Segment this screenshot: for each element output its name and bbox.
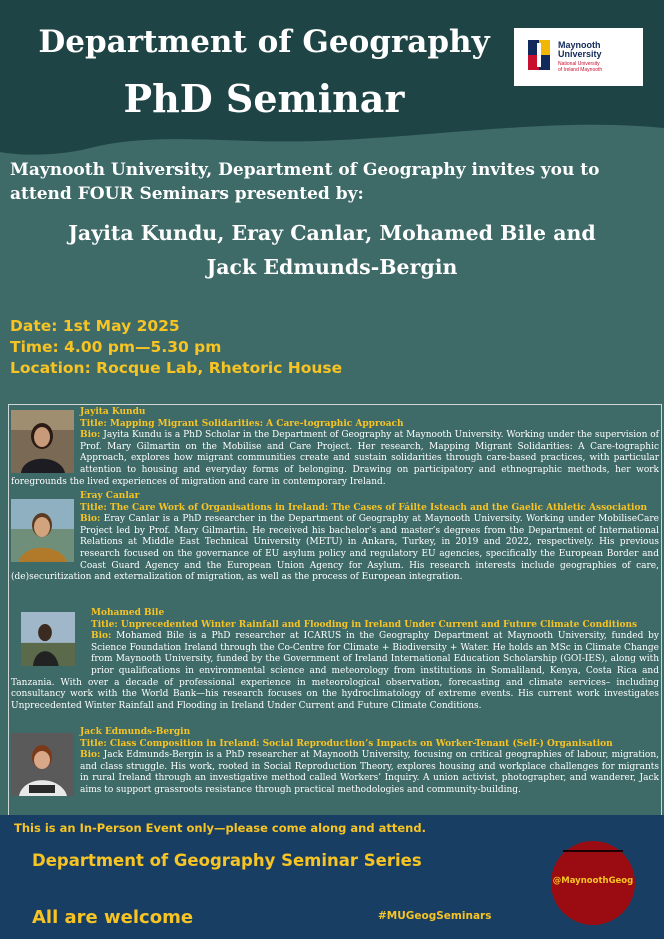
speaker-bio: Bio: Jayita Kundu is a PhD Scholar in the Department of Geography at Maynooth University. Working under the supervision of Prof. Mary Gilmartin on the Mobilise and Care Project. Her research, Mapping Migrant Solidarities: A Care-tographic Approach, explores how migrant communities create and sustain solidarities through care-based practices, with particular attention to housing and everyday forms of belonging. Drawing on participatory and ethnographic methods, her work foregrounds the lived experiences of migration and care in contemporary Ireland. — [11, 430, 659, 487]
event-time: Time: 4.00 pm—5.30 pm — [10, 338, 222, 356]
maynooth-logo — [514, 28, 643, 86]
speaker-photo — [11, 499, 74, 562]
poster-title: Department of Geography — [38, 24, 490, 60]
speaker-name: Eray Canlar — [80, 491, 140, 501]
speaker-photo — [11, 733, 74, 796]
logo-text: Maynooth University — [558, 40, 602, 59]
poster-subtitle: PhD Seminar — [123, 76, 405, 121]
speaker-bio: Bio: Mohamed Bile is a PhD researcher at ICARUS in the Geography Department at Maynooth University, funded by Science Foundation Ireland through the Co-Centre for Climate + Biodiversity + Water. He holds an MSc in Climate Change from Maynooth University, funded by the Government of Ireland International Education Scholarship (GOI-IES), along with prior qualifications in environmental science and meteorology from institutions in Somaliland, Kenya, Costa Rica and Tanzania. With over a decade of professional experience in meteorological observation, forecasting and climate services– including consultancy work with the World Bank—his research focuses on the hydroclimatology of extreme events. His current work investigates Unprecedented Winter Rainfall and Flooding in Ireland Under Current and Future Climate Conditions. — [11, 631, 659, 711]
event-location: Location: Rocque Lab, Rhetoric House — [10, 359, 343, 377]
presenter-names: Jayita Kundu, Eray Canlar, Mohamed Bile and Jack Edmunds-Bergin — [68, 221, 596, 279]
event-details — [10, 316, 342, 379]
speaker-bio: Bio: Eray Canlar is a PhD researcher in the Department of Geography at Maynooth University. Working under MobiliseCare Project led by Prof. Mary Gilmartin. He received his bachelor’s and master’s degrees from the Department of International Relations at Middle East Technical University (METU) in Ankara, Turkey, in 2019 and 2022, respectively. His previous research focused on the governance of EU asylum policy and regulatory EU agencies, specifically the European Border and Coast Guard Agency and the European Union Agency for Asylum. His research interests include geographies of care, (de)securitization and externalization of migration, as well as the process of European integration. — [11, 514, 659, 583]
speaker-bio: Bio: Jack Edmunds-Bergin is a PhD researcher at Maynooth University, focusing on critical geographies of labour, migration, and class struggle. His work, rooted in Social Reproduction Theory, explores housing and workplace challenges for migrants in rural Ireland through an investigative method called Workers’ Inquiry. A union activist, photographer, and wanderer, Jack aims to support grassroots resistance through practical methodologies and community-building. — [80, 750, 659, 795]
social-handle: @MaynoothGeog — [552, 876, 634, 886]
speaker-entry — [11, 608, 659, 712]
badge-line — [563, 850, 623, 852]
hashtag: #MUGeogSeminars — [378, 910, 492, 922]
seminar-series: Department of Geography Seminar Series — [32, 851, 422, 870]
speaker-title: Title: Unprecedented Winter Rainfall and Flooding in Ireland Under Current and Future Climate Conditions — [91, 619, 638, 630]
speaker-title: Title: Mapping Migrant Solidarities: A Care-tographic Approach — [80, 418, 404, 429]
speaker-title: Title: Class Composition in Ireland: Social Reproduction’s Impacts on Worker-Tenant (Self-) Organisation — [80, 738, 613, 749]
crest-icon — [528, 40, 550, 70]
speaker-name: Jack Edmunds-Bergin — [80, 727, 191, 737]
speaker-name: Jayita Kundu — [80, 407, 146, 417]
invitation-text: Maynooth University, Department of Geography invites you to attend FOUR Seminars presented by: — [10, 160, 600, 204]
speaker-entry — [11, 407, 659, 488]
footer — [0, 815, 664, 939]
attendance-note: This is an In-Person Event only—please come along and attend. — [14, 821, 426, 835]
welcome-text: All are welcome — [32, 907, 194, 928]
social-badge — [551, 841, 635, 925]
event-date: Date: 1st May 2025 — [10, 317, 180, 335]
speaker-name: Mohamed Bile — [91, 608, 165, 618]
speaker-entry — [11, 491, 659, 584]
speaker-photo — [11, 612, 85, 666]
speaker-entry — [11, 727, 659, 797]
speakers-panel — [8, 404, 662, 816]
speaker-title: Title: The Care Work of Organisations in Ireland: The Cases of Fáilte Isteach and the Gaelic Athletic Association — [80, 502, 647, 513]
logo-subtext: National University of Ireland Maynooth — [558, 61, 603, 73]
speaker-photo — [11, 410, 74, 473]
